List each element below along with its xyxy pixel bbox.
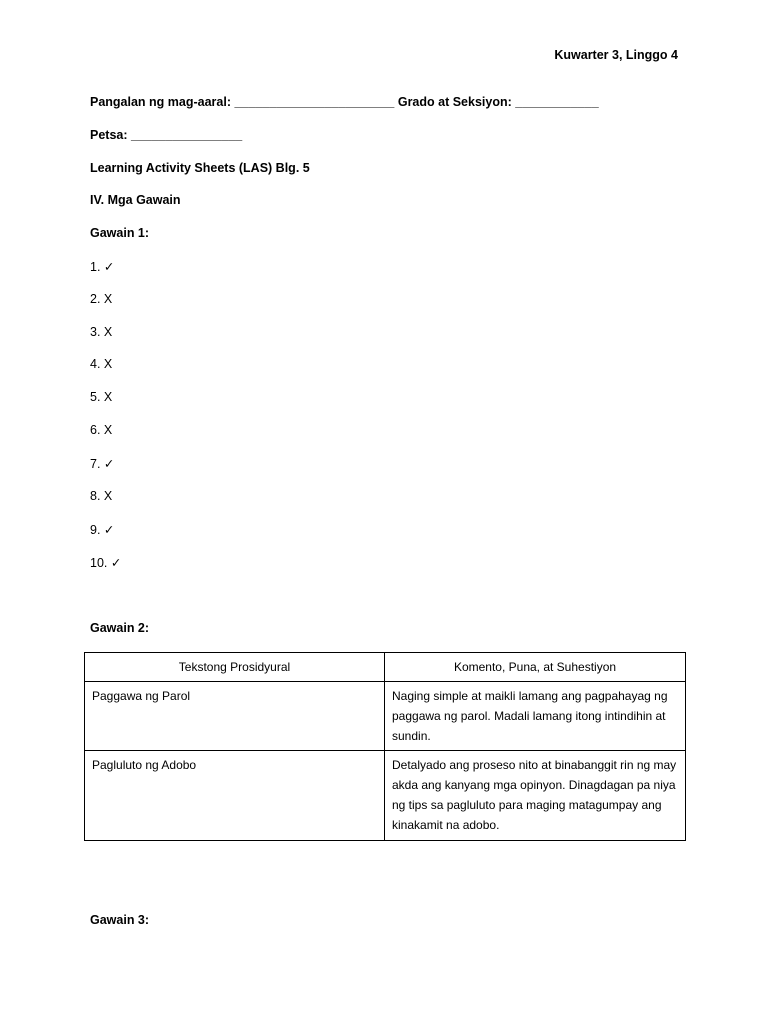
- table-header-row: [85, 653, 686, 682]
- gawain1-title: Gawain 1:: [90, 226, 150, 240]
- date-line: Petsa: ________________: [90, 128, 243, 142]
- section-title: IV. Mga Gawain: [90, 193, 181, 207]
- answer-item: 5. X: [90, 390, 113, 404]
- student-name-grade-line: Pangalan ng mag-aaral: _______________________ Grado at Seksiyon: ____________: [90, 95, 599, 109]
- table-header-comment: Komento, Puna, at Suhestiyon: [385, 653, 686, 682]
- answer-item: 7. ✓: [90, 457, 115, 471]
- table-row: [85, 682, 686, 751]
- answer-item: 10. ✓: [90, 556, 122, 570]
- las-title: Learning Activity Sheets (LAS) Blg. 5: [90, 161, 310, 175]
- table-row: [85, 751, 686, 841]
- answer-item: 8. X: [90, 489, 113, 503]
- quarter-week-label: Kuwarter 3, Linggo 4: [554, 48, 678, 62]
- answer-item: 1. ✓: [90, 260, 115, 274]
- answer-item: 9. ✓: [90, 523, 115, 537]
- table-cell-text: Pagluluto ng Adobo: [85, 751, 385, 841]
- answer-item: 3. X: [90, 325, 113, 339]
- answer-item: 4. X: [90, 357, 113, 371]
- table-cell-comment: Naging simple at maikli lamang ang pagpahayag ng paggawa ng parol. Madali lamang itong intindihin at sundin.: [385, 682, 686, 751]
- table-cell-comment: Detalyado ang proseso nito at binabanggit rin ng may akda ang kanyang mga opinyon. Dinagdagan pa niya ng tips sa pagluluto para maging matagumpay ang kinakamit na adobo.: [385, 751, 686, 841]
- gawain2-title: Gawain 2:: [90, 621, 150, 635]
- gawain3-title: Gawain 3:: [90, 913, 150, 927]
- table-header-text: Tekstong Prosidyural: [85, 653, 385, 682]
- table-cell-text: Paggawa ng Parol: [85, 682, 385, 751]
- answer-item: 6. X: [90, 423, 113, 437]
- procedural-text-table: [84, 652, 686, 841]
- answer-item: 2. X: [90, 292, 113, 306]
